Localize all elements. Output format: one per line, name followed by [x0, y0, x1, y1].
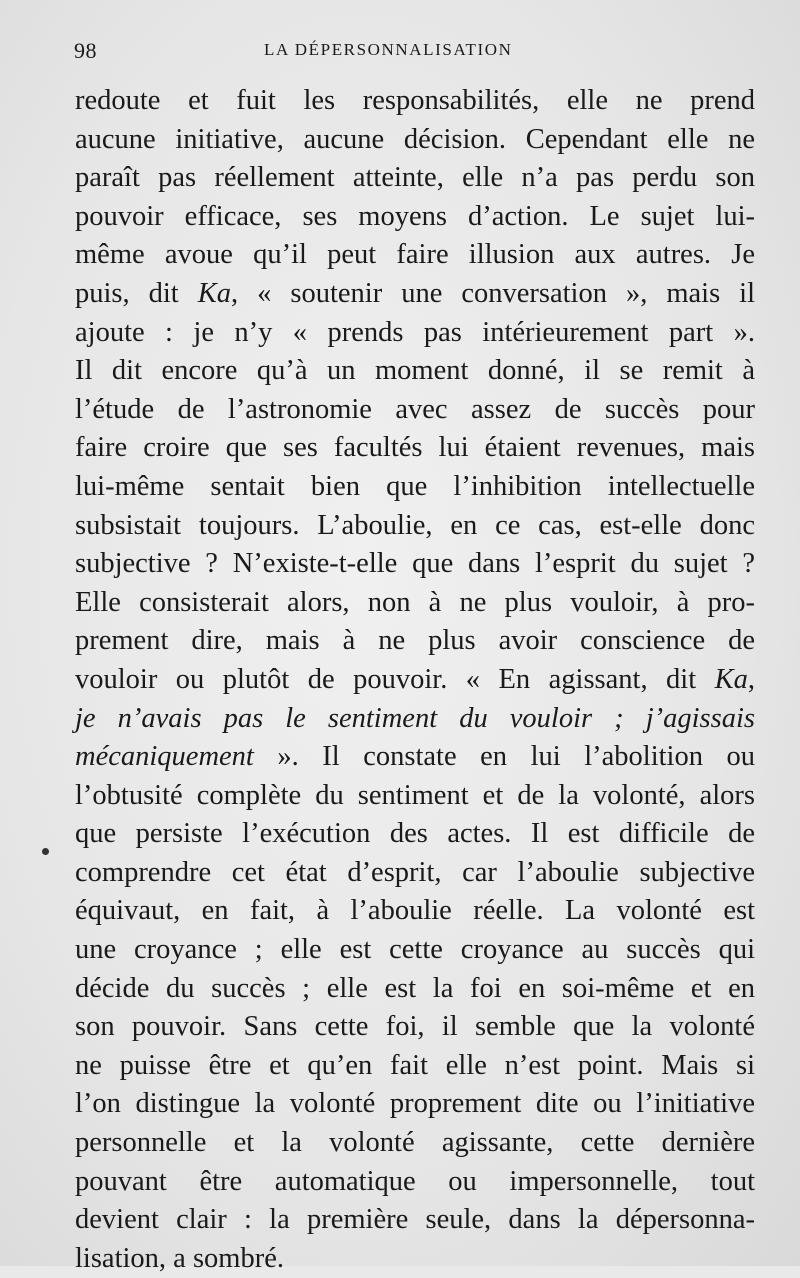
text-segment: faire croire que ses facultés lui étaient revenues, mais: [75, 432, 755, 464]
text-segment: pouvant être automatique ou impersonnelle, tout: [75, 1165, 755, 1197]
text-line: [75, 622, 755, 661]
text-segment: personnelle et la volonté agissante, cette dernière: [75, 1127, 755, 1159]
italic-text: mécaniquement: [75, 741, 254, 773]
text-segment: subjective ? N’existe-t-elle que dans l’esprit du sujet ?: [75, 548, 755, 580]
text-line: [75, 159, 755, 198]
text-line: [75, 815, 755, 854]
text-line: [75, 236, 755, 275]
text-line: [75, 82, 755, 121]
text-line: [75, 468, 755, 507]
text-segment: ajoute : je n’y « prends pas intérieurement part ».: [75, 316, 755, 348]
text-line: [75, 198, 755, 237]
text-segment: subsistait toujours. L’aboulie, en ce cas, est-elle donc: [75, 509, 755, 541]
text-segment: que persiste l’exécution des actes. Il est difficile de: [75, 818, 755, 850]
body-text: [75, 82, 755, 1278]
text-line: [75, 1124, 755, 1163]
text-segment: équivaut, en fait, à l’aboulie réelle. La volonté est: [75, 895, 755, 927]
text-line: [75, 314, 755, 353]
text-line: [75, 352, 755, 391]
text-segment: pouvoir efficace, ses moyens d’action. Le sujet lui-: [75, 200, 755, 232]
text-line: [75, 970, 755, 1009]
page-header: [74, 38, 752, 68]
italic-text: Ka: [714, 663, 748, 695]
text-line: [75, 661, 755, 700]
text-line: [75, 545, 755, 584]
text-segment: une croyance ; elle est cette croyance au succès qui: [75, 934, 755, 966]
text-segment: puis, dit: [75, 277, 198, 309]
text-line: [75, 1085, 755, 1124]
text-line: [75, 738, 755, 777]
text-segment: comprendre cet état d’esprit, car l’aboulie subjective: [75, 856, 755, 888]
text-segment: l’on distingue la volonté proprement dite ou l’initiative: [75, 1088, 755, 1120]
margin-mark: [42, 848, 49, 855]
text-line: [75, 700, 755, 739]
text-segment: Il dit encore qu’à un moment donné, il se remit à: [75, 355, 755, 387]
text-line: [75, 854, 755, 893]
page-number: 98: [74, 38, 97, 63]
text-segment: redoute et fuit les responsabilités, elle ne prend: [75, 85, 755, 116]
text-segment: devient clair : la première seule, dans la dépersonna-: [75, 1204, 755, 1236]
text-line: [75, 584, 755, 623]
italic-text: Ka: [197, 277, 231, 309]
text-line: [75, 121, 755, 160]
text-line: [75, 507, 755, 546]
italic-text: je n’avais pas le sentiment du vouloir ; j’agissais: [75, 702, 755, 734]
text-segment: Elle consisterait alors, non à ne plus vouloir, à pro-: [75, 586, 755, 618]
text-segment: vouloir ou plutôt de pouvoir. « En agissant, dit: [75, 663, 715, 695]
text-line: [75, 1240, 755, 1278]
text-segment: prement dire, mais à ne plus avoir conscience de: [75, 625, 755, 657]
text-segment: l’obtusité complète du sentiment et de la volonté, alors: [75, 779, 755, 811]
text-line: [75, 931, 755, 970]
text-line: [75, 275, 755, 314]
text-line: [75, 1008, 755, 1047]
text-segment: lui-même sentait bien que l’inhibition intellectuelle: [75, 470, 755, 502]
text-line: [75, 892, 755, 931]
text-line: [75, 777, 755, 816]
text-segment: décide du succès ; elle est la foi en soi-même et en: [75, 972, 755, 1004]
text-line: [75, 391, 755, 430]
text-line: [75, 1163, 755, 1202]
text-segment: paraît pas réellement atteinte, elle n’a pas perdu son: [75, 162, 755, 194]
text-segment: son pouvoir. Sans cette foi, il semble que la volonté: [75, 1011, 755, 1043]
text-segment: ne puisse être et qu’en fait elle n’est point. Mais si: [75, 1049, 755, 1081]
text-segment: même avoue qu’il peut faire illusion aux autres. Je: [75, 239, 755, 271]
running-head: LA DÉPERSONNALISATION: [264, 40, 513, 59]
text-segment: aucune initiative, aucune décision. Cependant elle ne: [75, 123, 755, 155]
text-segment: lisation, a sombré.: [75, 1242, 284, 1274]
text-segment: ,: [747, 663, 755, 695]
text-line: [75, 1201, 755, 1240]
text-line: [75, 429, 755, 468]
text-segment: ». Il constate en lui l’abolition ou: [253, 741, 755, 773]
text-segment: l’étude de l’astronomie avec assez de succès pour: [75, 393, 755, 425]
text-line: [75, 1047, 755, 1086]
text-segment: , « soutenir une conversation », mais il: [231, 277, 755, 309]
